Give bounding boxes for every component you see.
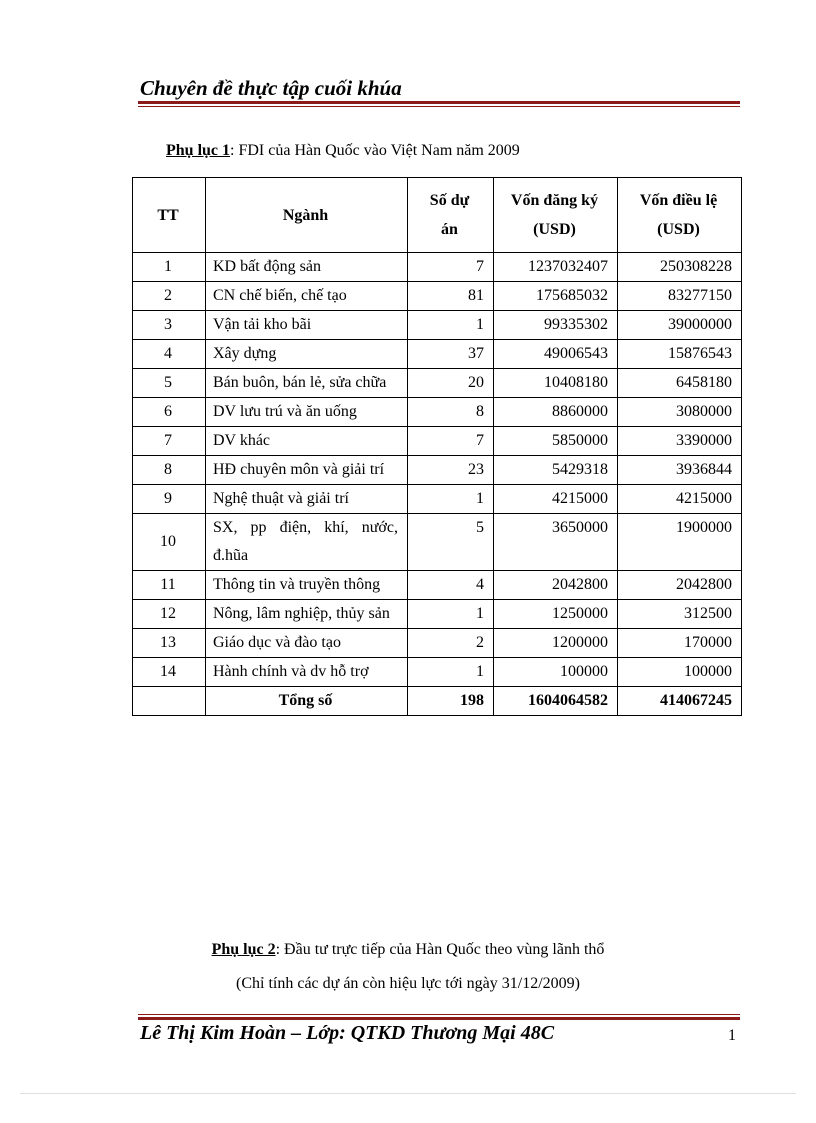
row-projects: 20 — [408, 369, 494, 398]
row-registered: 175685032 — [494, 282, 618, 311]
row-registered: 49006543 — [494, 340, 618, 369]
row-projects: 4 — [408, 571, 494, 600]
header-title: Chuyên đề thực tập cuối khúa — [140, 76, 402, 100]
table-row — [133, 427, 742, 456]
row-charter: 83277150 — [618, 282, 742, 311]
row-projects: 81 — [408, 282, 494, 311]
row-projects: 5 — [408, 514, 494, 571]
row-tt: 1 — [133, 253, 206, 282]
table-row — [133, 571, 742, 600]
row-charter: 2042800 — [618, 571, 742, 600]
footer-rule-thin — [138, 1014, 740, 1015]
fdi-table — [132, 177, 742, 716]
row-tt: 14 — [133, 658, 206, 687]
table-row — [133, 282, 742, 311]
header-tt: TT — [133, 178, 206, 253]
row-charter: 1900000 — [618, 514, 742, 571]
row-industry: HĐ chuyên môn và giải trí — [206, 456, 408, 485]
header-registered-l2: (USD) — [533, 221, 576, 238]
appendix2-label: Phụ lục 2 — [211, 941, 276, 958]
row-industry: Hành chính và dv hỗ trợ — [206, 658, 408, 687]
row-industry: DV lưu trú và ăn uống — [206, 398, 408, 427]
row-registered: 100000 — [494, 658, 618, 687]
row-industry: DV khác — [206, 427, 408, 456]
total-registered: 1604064582 — [494, 687, 618, 716]
row-registered: 1250000 — [494, 600, 618, 629]
table-row — [133, 253, 742, 282]
header-charter-l2: (USD) — [657, 221, 700, 238]
total-tt — [133, 687, 206, 716]
table-total-row — [133, 687, 742, 716]
row-charter: 312500 — [618, 600, 742, 629]
row-industry: Thông tin và truyền thông — [206, 571, 408, 600]
row-charter: 4215000 — [618, 485, 742, 514]
row-tt: 4 — [133, 340, 206, 369]
page-bottom-edge — [20, 1093, 796, 1094]
table-row — [133, 629, 742, 658]
header-projects — [408, 178, 494, 253]
row-tt: 2 — [133, 282, 206, 311]
total-label: Tổng số — [206, 687, 408, 716]
row-charter: 3390000 — [618, 427, 742, 456]
row-projects: 7 — [408, 253, 494, 282]
row-charter: 170000 — [618, 629, 742, 658]
row-industry: Giáo dục và đào tạo — [206, 629, 408, 658]
appendix2-caption-text: : Đầu tư trực tiếp của Hàn Quốc theo vùng lãnh thổ — [275, 941, 605, 958]
header-projects-l1: Số dự — [429, 192, 470, 209]
header-registered — [494, 178, 618, 253]
row-tt: 5 — [133, 369, 206, 398]
row-tt: 7 — [133, 427, 206, 456]
row-charter: 39000000 — [618, 311, 742, 340]
table-header-row — [133, 178, 742, 253]
table-row — [133, 485, 742, 514]
row-industry: Nông, lâm nghiệp, thủy sản — [206, 600, 408, 629]
row-industry: KD bất động sản — [206, 253, 408, 282]
total-projects: 198 — [408, 687, 494, 716]
row-projects: 2 — [408, 629, 494, 658]
table-row — [133, 369, 742, 398]
row-registered: 2042800 — [494, 571, 618, 600]
row-projects: 1 — [408, 600, 494, 629]
row-charter: 3936844 — [618, 456, 742, 485]
header-industry: Ngành — [206, 178, 408, 253]
row-tt: 8 — [133, 456, 206, 485]
row-registered: 5429318 — [494, 456, 618, 485]
row-industry: Bán buôn, bán lẻ, sửa chữa — [206, 369, 408, 398]
row-registered: 8860000 — [494, 398, 618, 427]
footer-rule-thick — [138, 1017, 740, 1020]
row-industry: Nghệ thuật và giải trí — [206, 485, 408, 514]
header-rule-thin — [138, 106, 740, 107]
row-tt: 6 — [133, 398, 206, 427]
row-projects: 1 — [408, 311, 494, 340]
row-registered: 99335302 — [494, 311, 618, 340]
row-industry: Vận tải kho bãi — [206, 311, 408, 340]
row-charter: 15876543 — [618, 340, 742, 369]
row-industry: SX, pp điện, khí, nước, đ.hũa — [206, 514, 408, 571]
row-charter: 250308228 — [618, 253, 742, 282]
row-tt: 9 — [133, 485, 206, 514]
row-registered: 3650000 — [494, 514, 618, 571]
table-row — [133, 456, 742, 485]
appendix1-caption — [166, 142, 520, 160]
header-registered-l1: Vốn đăng ký — [510, 192, 599, 209]
table-row — [133, 398, 742, 427]
row-registered: 10408180 — [494, 369, 618, 398]
row-tt: 12 — [133, 600, 206, 629]
row-projects: 23 — [408, 456, 494, 485]
row-tt: 13 — [133, 629, 206, 658]
appendix2-note: (Chỉ tính các dự án còn hiệu lực tới ngày 31/12/2009) — [236, 975, 580, 992]
row-charter: 100000 — [618, 658, 742, 687]
table-row — [133, 600, 742, 629]
row-charter: 3080000 — [618, 398, 742, 427]
appendix1-caption-text: : FDI của Hàn Quốc vào Việt Nam năm 2009 — [230, 142, 520, 159]
header-charter-l1: Vốn điều lệ — [639, 192, 718, 209]
page-number: 1 — [728, 1027, 736, 1044]
row-registered: 1200000 — [494, 629, 618, 658]
appendix1-label: Phụ lục 1 — [166, 142, 231, 159]
header-rule-thick — [138, 101, 740, 104]
row-industry: CN chế biến, chế tạo — [206, 282, 408, 311]
row-tt: 10 — [133, 514, 206, 571]
row-projects: 37 — [408, 340, 494, 369]
row-projects: 1 — [408, 485, 494, 514]
table-row — [133, 311, 742, 340]
total-charter: 414067245 — [618, 687, 742, 716]
row-registered: 5850000 — [494, 427, 618, 456]
table-row — [133, 658, 742, 687]
row-tt: 11 — [133, 571, 206, 600]
footer-author: Lê Thị Kim Hoàn – Lớp: QTKD Thương Mại 48C — [140, 1022, 555, 1044]
appendix2-caption — [0, 941, 816, 959]
row-charter: 6458180 — [618, 369, 742, 398]
table-row — [133, 514, 742, 571]
row-industry: Xây dựng — [206, 340, 408, 369]
header-charter — [618, 178, 742, 253]
row-projects: 8 — [408, 398, 494, 427]
row-registered: 1237032407 — [494, 253, 618, 282]
row-projects: 7 — [408, 427, 494, 456]
row-projects: 1 — [408, 658, 494, 687]
table-row — [133, 340, 742, 369]
row-registered: 4215000 — [494, 485, 618, 514]
header-projects-l2: án — [441, 221, 458, 238]
row-tt: 3 — [133, 311, 206, 340]
